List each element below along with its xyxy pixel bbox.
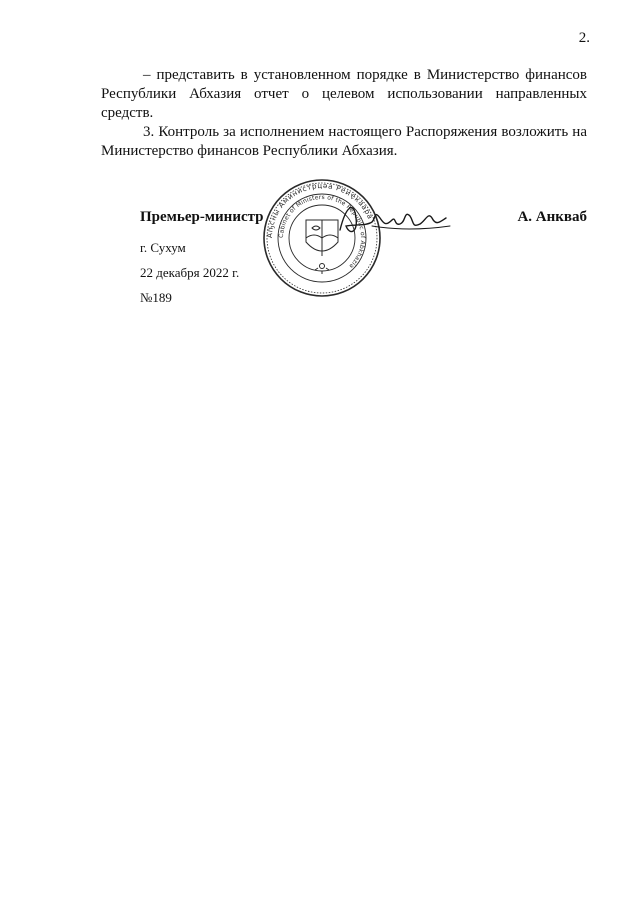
document-body <box>101 66 587 161</box>
paragraph-report-instruction: – представить в установленном порядке в Министерство финансов Республики Абхазия отчет о целевом использовании направленных средств. <box>101 67 587 121</box>
page-number: 2. <box>578 30 590 46</box>
paragraph-control-clause: 3. Контроль за исполнением настоящего Распоряжения возложить на Министерство финансов Республики Абхазия. <box>101 124 587 159</box>
seal-coat-of-arms <box>306 220 338 274</box>
handwritten-signature <box>336 196 456 246</box>
signatory-position: Премьер-министр <box>140 209 264 225</box>
seal-outer-text: Аҧсны Аминистрцәа Реиҿкаара <box>264 180 376 239</box>
seal-middle-text: Cabinet of Ministers of the Republic of Abkhazia <box>277 193 367 270</box>
signatory-name: А. Анкваб <box>517 209 587 225</box>
issue-date: 22 декабря 2022 г. <box>140 265 240 280</box>
document-number: №189 <box>140 290 172 305</box>
issue-city: г. Сухум <box>140 240 186 255</box>
